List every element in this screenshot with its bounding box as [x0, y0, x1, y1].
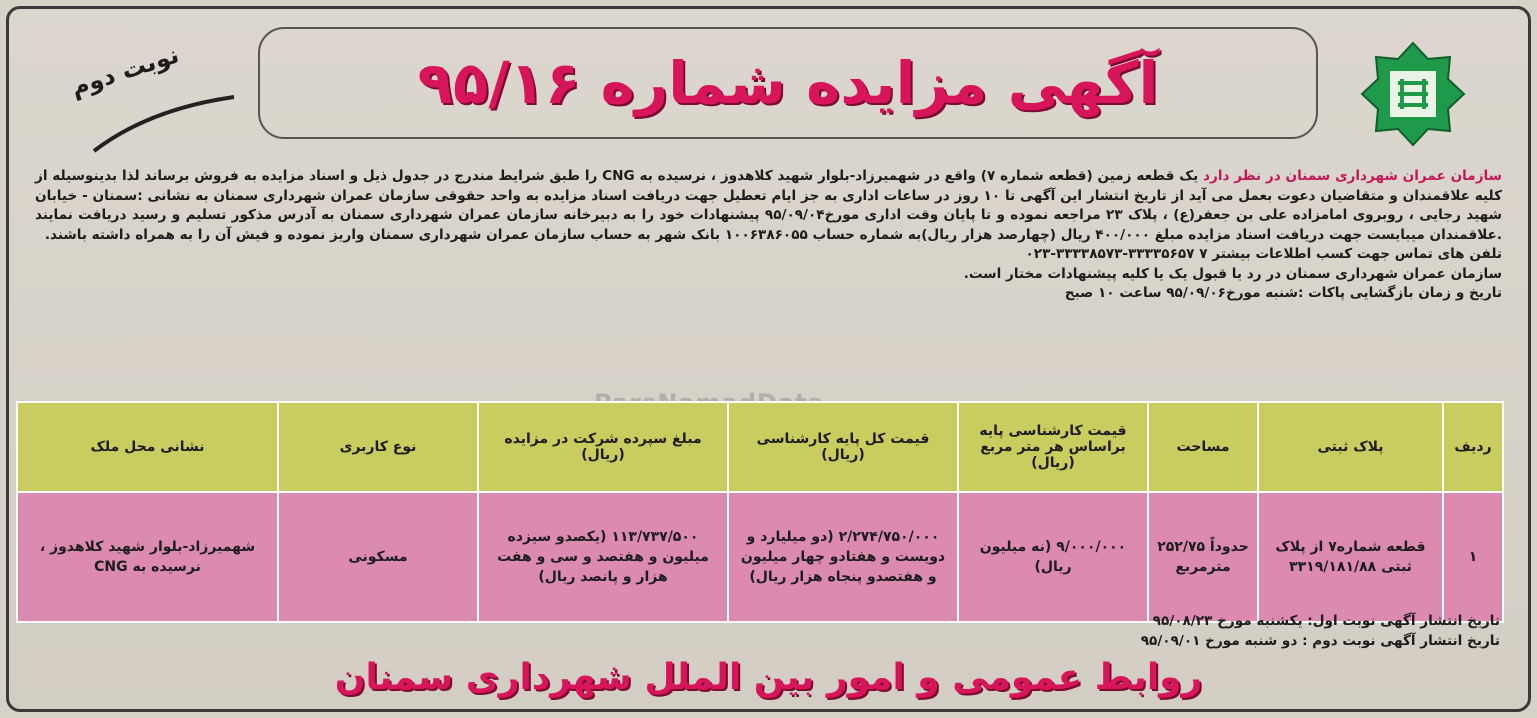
paragraph-rights: سازمان عمران شهرداری سمنان در رد یا قبول یک یا کلیه پیشنهادات مختار است. — [963, 265, 1502, 282]
announcement-page — [6, 6, 1531, 712]
page-title: آگهی مزایده شماره ۹۵/۱۶ — [417, 49, 1159, 117]
announcement-body — [35, 167, 1502, 304]
table-cell: ۱ — [1443, 492, 1503, 622]
title-frame — [258, 27, 1318, 139]
publication-dates — [1141, 611, 1500, 651]
table-cell: قطعه شماره۷ از پلاک ثبتی ۳۳۱۹/۱۸۱/۸۸ — [1258, 492, 1443, 622]
table-cell: ۱۱۳/۷۳۷/۵۰۰ (یکصدو سیزده میلیون و هفتصد و سی و هفت هزار و پانصد ریال) — [478, 492, 728, 622]
first-publication-date: تاریخ انتشار آگهی نوبت اول: یکشنبه مورخ ۹۵/۰۸/۲۳ — [1152, 613, 1500, 629]
paragraph-phone: تلفن های تماس جهت کسب اطلاعات بیشتر ۷ ۳۳۳۳۵۶۵۷-۳۳۳۳۸۵۷۳-۰۲۳ — [1025, 246, 1502, 262]
paragraph-main-text: یک قطعه زمین (قطعه شماره ۷) واقع در شهمیرزاد-بلوار شهید کلاهدوز ، نرسیده به CNG را طبق شرایط مندرج در جدول ذیل و اسناد مزایده به فروش برساند لذا بدینوسیله از کلیه علاقمندان و متقاضیان دعوت بعمل می آید از تاریخ انتشار این آگهی تا ۱۰ روز در ساعات اداری به جز ایام تعطیل جهت دریافت اسناد مزایده به واحد حقوقی سازمان عمران شهرداری سمنان به نشانی :سمنان - خیابان شهید رجایی ، روبروی امامزاده علی بن جعفر(ع) ، پلاک ۲۳ مراجعه نموده و تا پایان وقت اداری مورخ۹۵/۰۹/۰۴ پیشنهادات خود را به دبیرخانه سازمان عمران شهرداری سمنان به آدرس مذکور تسلیم و رسید دریافت نمایند .علاقمندان میبایست جهت دریافت اسناد مزایده مبلغ ۴۰۰/۰۰۰ ریال (چهارصد هزار ریال)به شماره حساب ۱۰۰۶۳۸۶۰۵۵ بانک شهر به حساب سازمان عمران شهرداری سمنان واریز نموده و فیش آن را به همراه داشته باشند. — [35, 168, 1503, 243]
column-header: مبلغ سپرده شرکت در مزایده (ریال) — [478, 402, 728, 492]
column-header: ردیف — [1443, 402, 1503, 492]
column-header: قیمت کارشناسی پایه براساس هر متر مربع (ریال) — [958, 402, 1148, 492]
column-header: قیمت کل پایه کارشناسی (ریال) — [728, 402, 958, 492]
paragraph-opening: تاریخ و زمان بازگشایی پاکات :شنبه مورخ۹۵/۰۹/۰۶ ساعت ۱۰ صبح — [1064, 285, 1502, 301]
round-label: نوبت دوم — [67, 40, 183, 102]
column-header: پلاک ثبتی — [1258, 402, 1443, 492]
table-row — [17, 492, 1503, 622]
table-cell: ۹/۰۰۰/۰۰۰ (نه میلیون ریال) — [958, 492, 1148, 622]
second-publication-date: تاریخ انتشار آگهی نوبت دوم : دو شنبه مورخ ۹۵/۰۹/۰۱ — [1140, 633, 1500, 649]
table-cell: مسکونی — [278, 492, 478, 622]
header — [9, 9, 1528, 161]
organization-name: سازمان عمران شهرداری سمنان در نظر دارد — [1203, 168, 1502, 184]
round-underline-icon — [89, 89, 239, 159]
column-header: نشانی محل ملک — [17, 402, 278, 492]
table-header-row — [17, 402, 1503, 492]
table-cell: ۲/۲۷۴/۷۵۰/۰۰۰ (دو میلیارد و دویست و هفتادو چهار میلیون و هفتصدو پنجاه هزار ریال) — [728, 492, 958, 622]
table-cell: حدوداً ۲۵۲/۷۵ مترمربع — [1148, 492, 1258, 622]
table-cell: شهمیرزاد-بلوار شهید کلاهدوز ، نرسیده به CNG — [17, 492, 278, 622]
footer-signature: روابط عمومی و امور بین الملل شهرداری سمنان — [334, 657, 1203, 698]
auction-table — [16, 401, 1504, 623]
column-header: مساحت — [1148, 402, 1258, 492]
municipality-logo-icon — [1358, 39, 1468, 149]
column-header: نوع کاربری — [278, 402, 478, 492]
paragraph-main — [35, 167, 1502, 245]
